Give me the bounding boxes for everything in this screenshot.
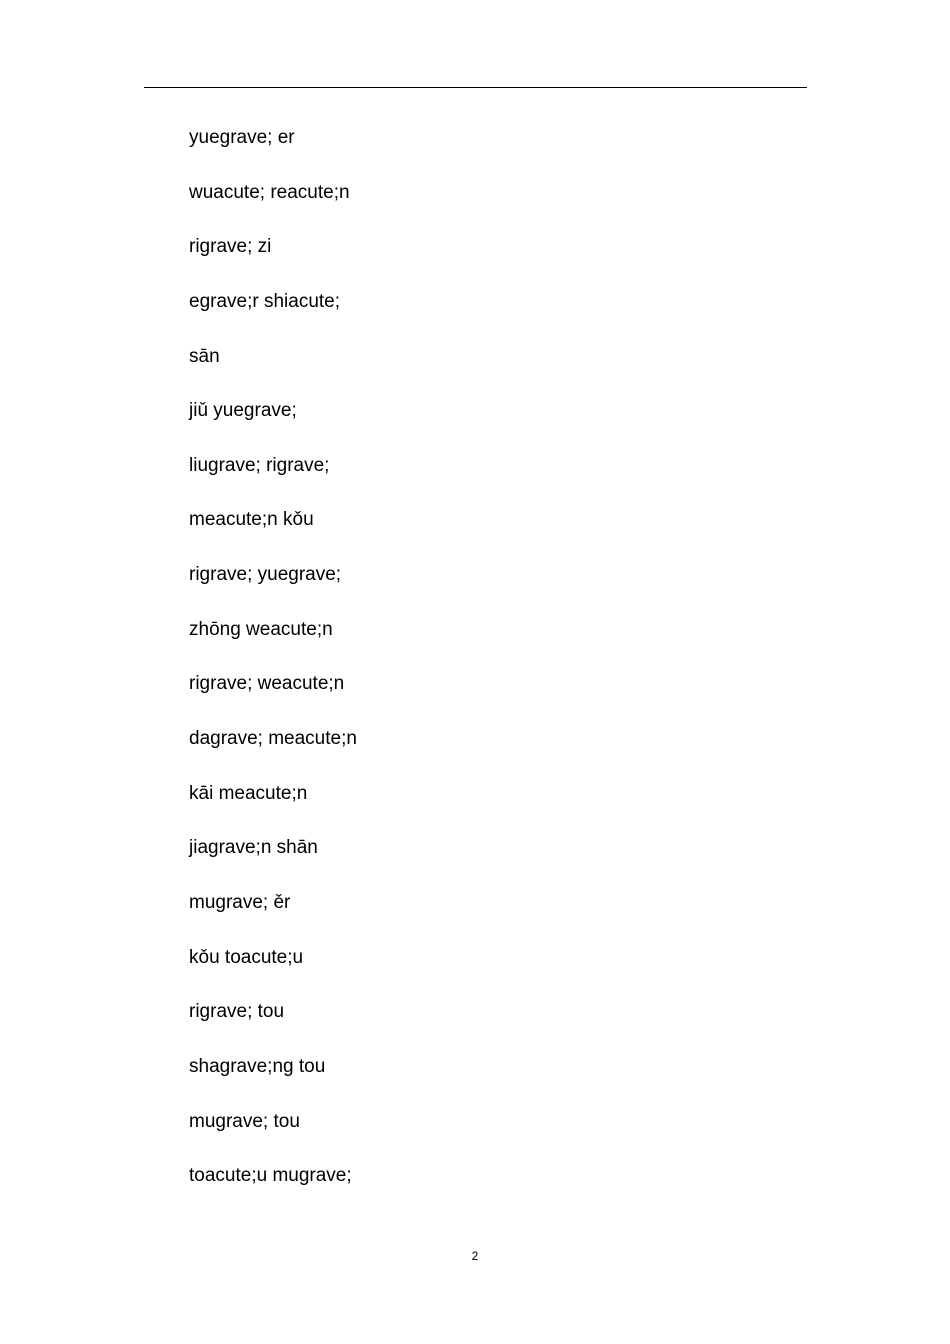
- page-number: 2: [471, 1249, 479, 1263]
- text-lines: [189, 121, 357, 1214]
- text-line: kāi meacute;n: [189, 782, 308, 804]
- text-line: rigrave; tou: [189, 1001, 285, 1023]
- text-line: rigrave; yuegrave;: [189, 564, 342, 586]
- text-line: wuacute; reacute;n: [189, 181, 350, 203]
- text-line: dagrave; meacute;n: [189, 728, 357, 750]
- text-line: mugrave; ěr: [189, 891, 291, 913]
- text-line: zhōng weacute;n: [189, 618, 333, 640]
- text-line: meacute;n kǒu: [189, 509, 314, 531]
- text-line: jiagrave;n shān: [189, 837, 318, 859]
- header-rule: [144, 87, 807, 88]
- text-line: egrave;r shiacute;: [189, 290, 341, 312]
- text-line: yuegrave; er: [189, 127, 295, 148]
- text-line: rigrave; weacute;n: [189, 673, 345, 695]
- text-line: toacute;u mugrave;: [189, 1165, 352, 1187]
- text-line: shagrave;ng tou: [189, 1055, 326, 1077]
- text-line: kǒu toacute;u: [189, 946, 304, 968]
- text-line: liugrave; rigrave;: [189, 454, 330, 476]
- text-line: rigrave; zi: [189, 236, 272, 258]
- text-line: mugrave; tou: [189, 1110, 300, 1132]
- text-line: jiǔ yuegrave;: [189, 400, 297, 422]
- text-line: sān: [189, 345, 220, 367]
